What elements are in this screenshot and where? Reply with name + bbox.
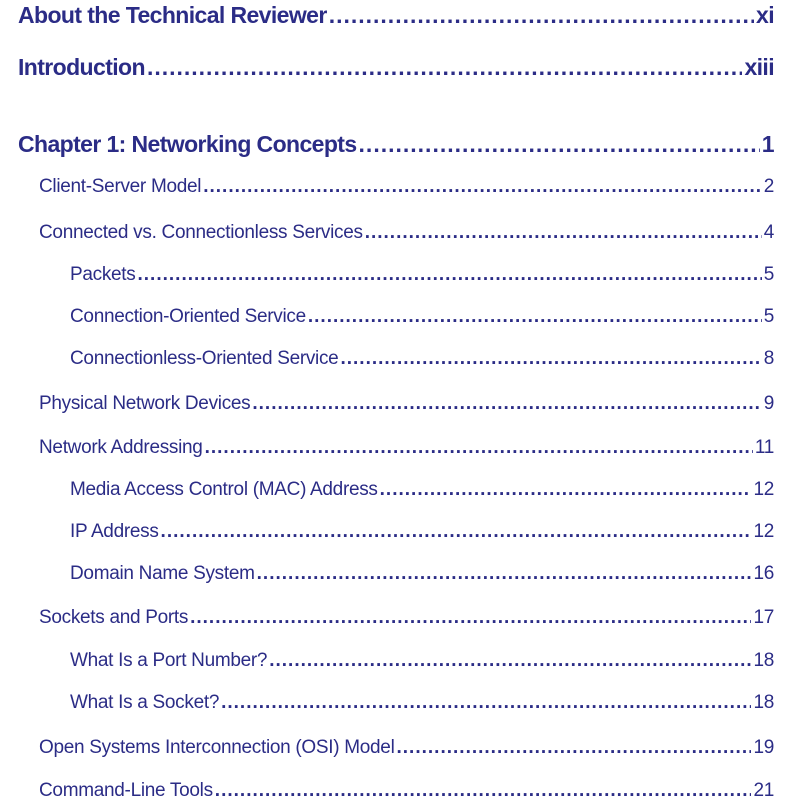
dot-leader xyxy=(359,131,760,158)
toc-entry-osi-model[interactable] xyxy=(39,737,774,759)
toc-entry-title: Open Systems Interconnection (OSI) Model xyxy=(39,737,395,758)
toc-entry-connection-oriented-service[interactable] xyxy=(70,306,774,328)
toc-entry-page: 9 xyxy=(763,393,774,414)
toc-entry-page: 17 xyxy=(753,607,774,628)
toc-entry-title: Media Access Control (MAC) Address xyxy=(70,479,378,500)
dot-leader xyxy=(252,393,761,415)
toc-entry-page: 4 xyxy=(763,222,774,243)
toc-entry-connected-vs-connectionless[interactable] xyxy=(39,222,774,244)
toc-entry-title: What Is a Socket? xyxy=(70,692,220,713)
toc-entry-sockets-and-ports[interactable] xyxy=(39,607,774,629)
toc-entry-page: 18 xyxy=(753,650,774,671)
dot-leader xyxy=(269,650,751,672)
toc-entry-page: 12 xyxy=(753,521,774,542)
toc-entry-page: 16 xyxy=(753,563,774,584)
dot-leader xyxy=(365,222,762,244)
toc-entry-what-is-socket[interactable] xyxy=(70,692,774,714)
dot-leader xyxy=(203,176,762,198)
toc-entry-connectionless-oriented-service[interactable] xyxy=(70,348,774,370)
toc-entry-page: 2 xyxy=(763,176,774,197)
toc-entry-page: 18 xyxy=(753,692,774,713)
dot-leader xyxy=(308,306,762,328)
toc-entry-network-addressing[interactable] xyxy=(39,437,774,459)
dot-leader xyxy=(190,607,751,629)
toc-entry-page: 11 xyxy=(754,437,774,458)
toc-entry-title: Connectionless-Oriented Service xyxy=(70,348,339,369)
toc-entry-client-server-model[interactable] xyxy=(39,176,774,198)
dot-leader xyxy=(329,2,754,29)
toc-entry-physical-network-devices[interactable] xyxy=(39,393,774,415)
dot-leader xyxy=(215,780,752,802)
dot-leader xyxy=(340,348,761,370)
toc-entry-page: 21 xyxy=(753,780,774,801)
toc-entry-title: Network Addressing xyxy=(39,437,203,458)
toc-entry-page: xiii xyxy=(744,54,774,80)
toc-entry-domain-name-system[interactable] xyxy=(70,563,774,585)
toc-entry-command-line-tools[interactable] xyxy=(39,780,774,802)
toc-entry-title: Chapter 1: Networking Concepts xyxy=(18,131,357,157)
toc-entry-title: Client-Server Model xyxy=(39,176,202,197)
toc-entry-packets[interactable] xyxy=(70,264,774,286)
toc-entry-title: Connection-Oriented Service xyxy=(70,306,306,327)
dot-leader xyxy=(161,521,752,543)
toc-entry-page: 5 xyxy=(763,264,774,285)
dot-leader xyxy=(147,54,743,81)
toc-entry-title: Domain Name System xyxy=(70,563,255,584)
dot-leader xyxy=(257,563,752,585)
toc-entry-ip-address[interactable] xyxy=(70,521,774,543)
toc-entry-title: Physical Network Devices xyxy=(39,393,251,414)
toc-entry-title: Sockets and Ports xyxy=(39,607,189,628)
toc-entry-title: Introduction xyxy=(18,54,145,80)
dot-leader xyxy=(205,437,753,459)
toc-entry-page: 8 xyxy=(763,348,774,369)
toc-entry-page: 12 xyxy=(753,479,774,500)
toc-entry-page: 5 xyxy=(763,306,774,327)
dot-leader xyxy=(221,692,751,714)
toc-entry-page: xi xyxy=(756,2,774,28)
toc-entry-title: What Is a Port Number? xyxy=(70,650,268,671)
toc-entry-title: About the Technical Reviewer xyxy=(18,2,327,28)
toc-entry-about-technical-reviewer[interactable] xyxy=(18,2,774,29)
toc-entry-title: Packets xyxy=(70,264,136,285)
toc-entry-page: 19 xyxy=(753,737,774,758)
toc-entry-chapter-1[interactable] xyxy=(18,131,774,158)
dot-leader xyxy=(397,737,752,759)
toc-entry-what-is-port-number[interactable] xyxy=(70,650,774,672)
toc-entry-title: IP Address xyxy=(70,521,159,542)
dot-leader xyxy=(138,264,762,286)
toc-entry-introduction[interactable] xyxy=(18,54,774,81)
toc-entry-mac-address[interactable] xyxy=(70,479,774,501)
toc-entry-title: Command-Line Tools xyxy=(39,780,213,801)
toc-entry-page: 1 xyxy=(761,131,774,157)
toc-entry-title: Connected vs. Connectionless Services xyxy=(39,222,363,243)
dot-leader xyxy=(380,479,752,501)
